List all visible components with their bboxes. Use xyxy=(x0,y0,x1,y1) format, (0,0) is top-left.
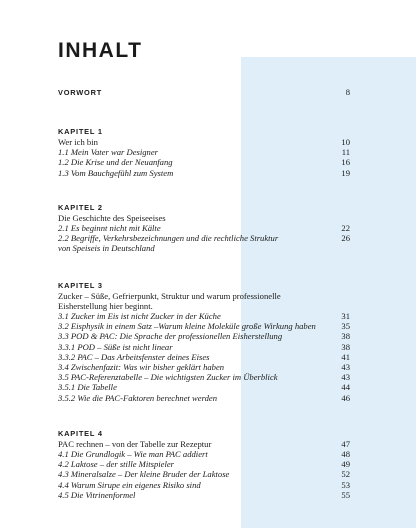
toc-entry xyxy=(58,459,350,469)
toc-entry-title: Die Geschichte des Speiseeises xyxy=(58,212,166,223)
toc-entry-page: 43 xyxy=(341,372,350,383)
toc-entry-title: 4.2 Laktose – der stille Mitspieler xyxy=(58,459,175,470)
toc-entry-page: 44 xyxy=(341,382,350,393)
toc-entry-page: 11 xyxy=(341,147,350,158)
toc-entry-title: Eisherstellung hier beginnt. xyxy=(58,300,153,311)
toc-entry xyxy=(58,382,350,392)
toc-entry-page: 43 xyxy=(341,362,350,373)
toc-entry-page: 47 xyxy=(341,438,350,449)
toc-entry-page: 26 xyxy=(341,233,350,244)
chapter-label: KAPITEL 1 xyxy=(58,127,103,136)
toc-entry-title: 3.4 Zwischenfazit: Was wir bisher geklärt haben xyxy=(58,362,225,373)
toc-entry-title: 3.2 Eisphysik in einem Satz –Warum kleine Moleküle große Wirkung haben xyxy=(58,321,316,332)
toc-entry-title: 3.5.1 Die Tabelle xyxy=(58,382,117,393)
toc-entry-page: 16 xyxy=(341,157,350,168)
toc-entry xyxy=(58,157,350,167)
spacer xyxy=(58,254,350,281)
spacer xyxy=(58,403,350,429)
toc-entry-page: 19 xyxy=(341,167,350,178)
toc-entry-title: 1.3 Vom Bauchgefühl zum System xyxy=(58,167,174,178)
toc-entry xyxy=(58,331,350,341)
toc-entry xyxy=(58,301,350,311)
page-title: INHALT xyxy=(58,39,143,62)
toc-entry xyxy=(58,372,350,382)
toc-entry xyxy=(58,223,350,233)
toc-entry xyxy=(58,362,350,372)
chapter-heading-4 xyxy=(58,429,350,439)
toc-entry-page: 55 xyxy=(341,489,350,500)
toc-entry-title: 4.4 Warum Sirupe ein eigenes Risiko sind xyxy=(58,479,201,490)
spacer xyxy=(58,178,350,203)
toc-entry-page: 53 xyxy=(341,479,350,490)
toc-entry-title: 1.1 Mein Vater war Designer xyxy=(58,147,159,158)
spacer xyxy=(58,98,350,127)
toc-entry-title: VORWORT xyxy=(58,88,103,97)
toc-entry-page: 48 xyxy=(341,449,350,460)
toc-entry-page: 22 xyxy=(341,223,350,234)
chapter-heading-2 xyxy=(58,203,350,213)
toc-entry-page: 31 xyxy=(341,311,350,322)
toc-entry xyxy=(58,243,350,253)
toc-entry-title: von Speiseis in Deutschland xyxy=(58,243,155,254)
toc-entry xyxy=(58,291,350,301)
toc-entry-title: 1.2 Die Krise und der Neuanfang xyxy=(58,157,173,168)
toc-entry xyxy=(58,469,350,479)
toc-entry-title: 2.2 Begriffe, Verkehrsbezeichnungen und die rechtliche Struktur xyxy=(58,233,279,244)
toc-entry-title: Zucker – Süße, Gefrierpunkt, Struktur und warum professionelle xyxy=(58,290,281,301)
toc-entry-title: 3.5.2 Wie die PAC-Faktoren berechnet werden xyxy=(58,392,218,403)
toc-entry-page: 52 xyxy=(341,469,350,480)
toc-entry xyxy=(58,480,350,490)
chapter-label: KAPITEL 2 xyxy=(58,202,103,212)
toc-entry xyxy=(58,147,350,157)
toc-entry-title: 4.5 Die Vitrinenformel xyxy=(58,489,136,500)
toc-entry-page: 41 xyxy=(341,351,350,362)
toc-entry-page: 8 xyxy=(345,87,350,97)
toc-entry xyxy=(58,321,350,331)
toc-entry-title: PAC rechnen – von der Tabelle zur Rezeptur xyxy=(58,438,212,449)
toc-entry-title: 2.1 Es beginnt nicht mit Kälte xyxy=(58,223,161,234)
toc-entry xyxy=(58,490,350,500)
chapter-label: KAPITEL 3 xyxy=(58,280,103,290)
toc-entry xyxy=(58,449,350,459)
toc-entry xyxy=(58,213,350,223)
toc-entry xyxy=(58,393,350,403)
toc-entry-page: 46 xyxy=(341,392,350,403)
table-of-contents xyxy=(58,87,350,500)
toc-entry xyxy=(58,342,350,352)
toc-entry xyxy=(58,311,350,321)
toc-entry-page: 38 xyxy=(341,341,350,352)
toc-entry-title: 4.1 Die Grundlogik – Wie man PAC addiert xyxy=(58,449,208,460)
toc-entry xyxy=(58,168,350,178)
toc-entry-vorwort xyxy=(58,87,350,98)
toc-entry-title: 3.3.2 PAC – Das Arbeitsfenster deines Eises xyxy=(58,351,210,362)
toc-entry-page: 35 xyxy=(341,321,350,332)
toc-entry xyxy=(58,439,350,449)
toc-entry-title: 3.3 POD & PAC: Die Sprache der professionellen Eisherstellung xyxy=(58,331,283,342)
toc-entry-page: 10 xyxy=(341,137,350,147)
toc-entry-title: 3.5 PAC-Referenztabelle – Die wichtigsten Zucker im Überblick xyxy=(58,372,278,383)
toc-entry xyxy=(58,233,350,243)
chapter-heading-1 xyxy=(58,127,350,137)
toc-entry-page: 38 xyxy=(341,331,350,342)
toc-entry xyxy=(58,137,350,147)
toc-entry-title: 4.3 Mineralsalze – Der kleine Bruder der Laktose xyxy=(58,469,230,480)
toc-entry-page: 49 xyxy=(341,459,350,470)
toc-entry-title: 3.3.1 POD – Süße ist nicht linear xyxy=(58,341,173,352)
toc-entry-title: Wer ich bin xyxy=(58,137,98,147)
toc-entry xyxy=(58,352,350,362)
chapter-heading-3 xyxy=(58,281,350,291)
chapter-label: KAPITEL 4 xyxy=(58,428,103,438)
toc-entry-title: 3.1 Zucker im Eis ist nicht Zucker in der Küche xyxy=(58,311,221,322)
